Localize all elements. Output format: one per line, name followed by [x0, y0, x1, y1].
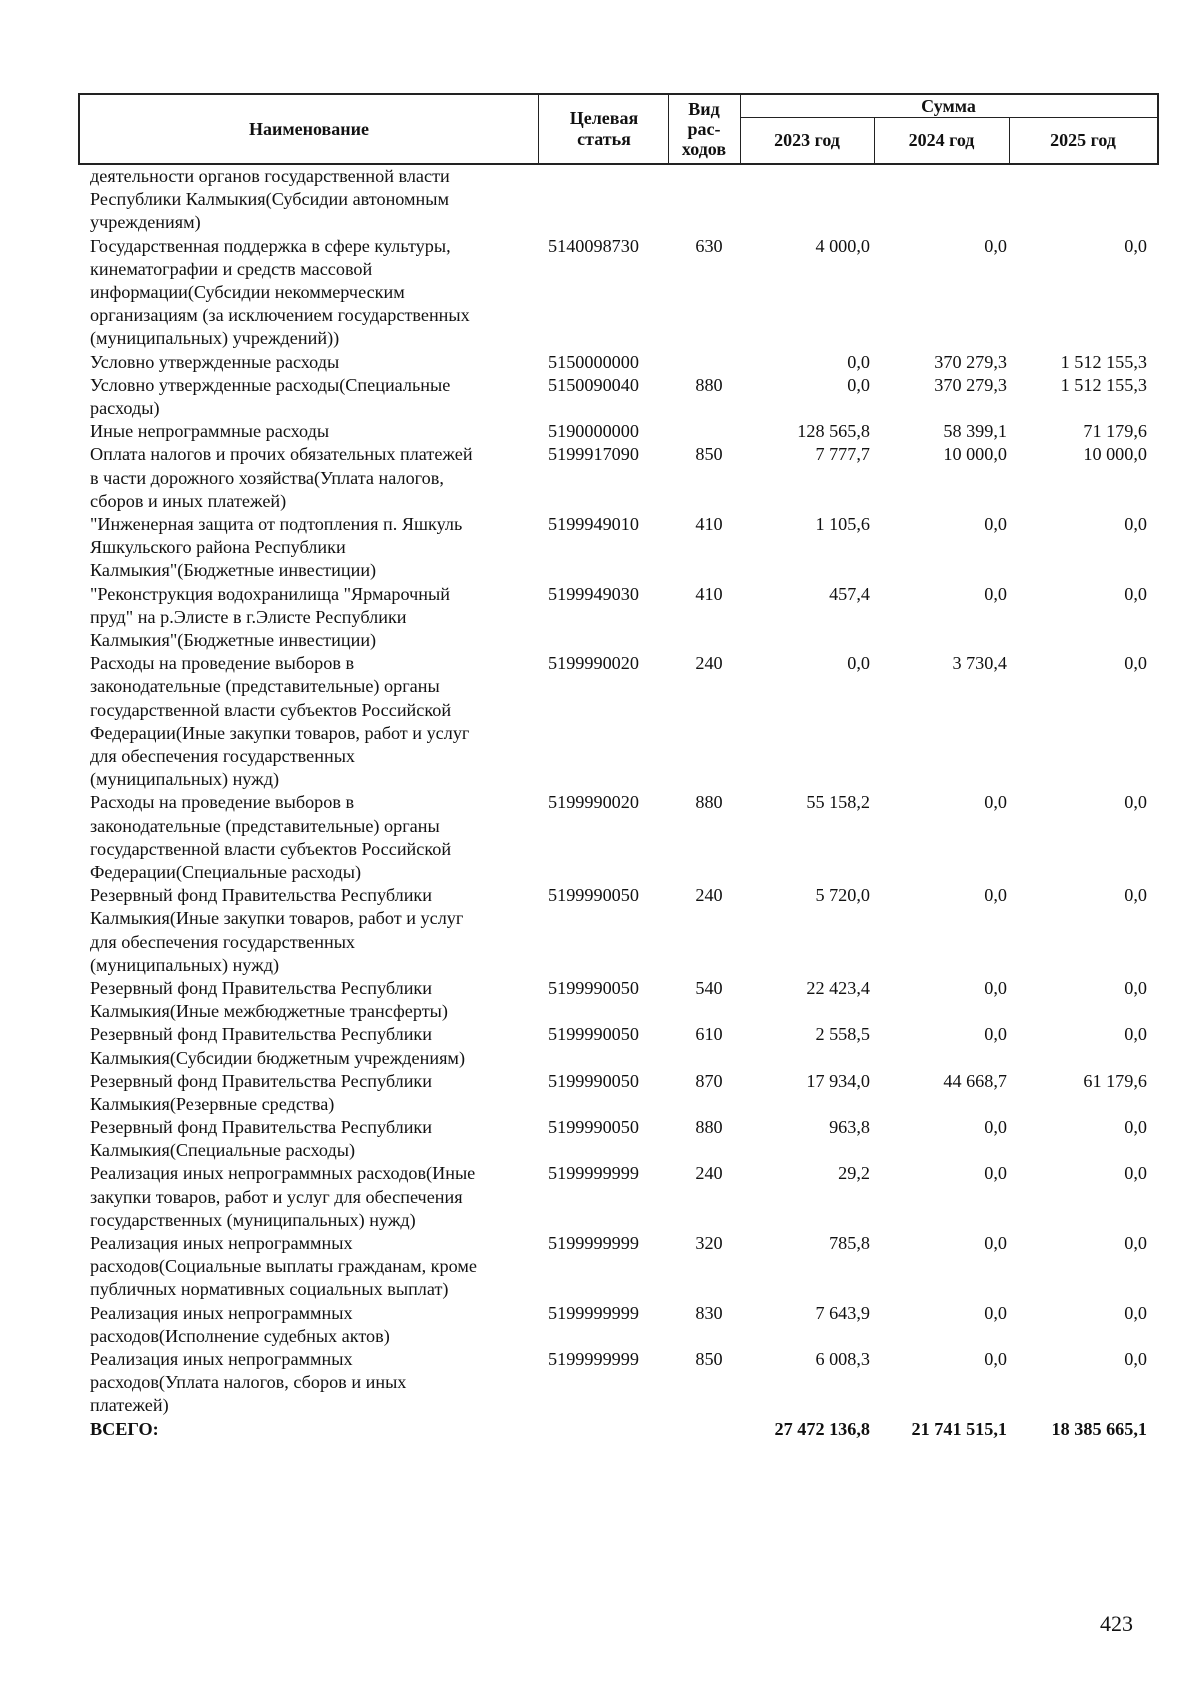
row-target-article: 5199999999	[548, 1233, 639, 1254]
table-row	[0, 1302, 1200, 1348]
row-amount-2023: 7 643,9	[815, 1302, 870, 1323]
row-amount-2023: 457,4	[829, 583, 870, 604]
row-amount-2024: 0,0	[984, 513, 1007, 534]
row-expense-type: 410	[695, 513, 723, 534]
row-amount-2023: 0,0	[847, 374, 870, 395]
table-row	[0, 1232, 1200, 1302]
row-expense-type: 240	[695, 885, 723, 906]
row-amount-2023: 0,0	[847, 351, 870, 372]
row-target-article: 5199990020	[548, 792, 639, 813]
header-name: Наименование	[249, 118, 369, 139]
header-year-2024: 2024 год	[908, 129, 975, 150]
row-amount-2025: 1 512 155,3	[1060, 351, 1147, 372]
row-amount-2025: 1 512 155,3	[1060, 374, 1147, 395]
table-row	[0, 884, 1200, 977]
row-amount-2023: 27 472 136,8	[774, 1418, 870, 1439]
total-row	[0, 1418, 1200, 1441]
row-expense-type: 880	[695, 792, 723, 813]
table-row	[0, 374, 1200, 420]
table-row	[0, 1116, 1200, 1162]
row-name: Реализация иных непрограммных расходов(Социальные выплаты гражданам, кроме публичных нормативных социальных выплат)	[90, 1233, 477, 1300]
row-target-article: 5199917090	[548, 444, 639, 465]
row-target-article: 5199990050	[548, 977, 639, 998]
row-amount-2023: 22 423,4	[806, 977, 870, 998]
row-amount-2023: 963,8	[829, 1117, 870, 1138]
row-amount-2023: 55 158,2	[806, 792, 870, 813]
row-expense-type: 870	[695, 1070, 723, 1091]
row-target-article: 5199949010	[548, 513, 639, 534]
row-amount-2025: 0,0	[1124, 1302, 1147, 1323]
row-name: Расходы на проведение выборов в законодательные (представительные) органы государственной власти субъектов Российской Федерации(Специальные расходы)	[90, 792, 452, 882]
row-amount-2024: 370 279,3	[934, 374, 1007, 395]
row-amount-2024: 58 399,1	[943, 421, 1007, 442]
row-expense-type: 850	[695, 1349, 723, 1370]
row-target-article: 5150090040	[548, 374, 639, 395]
row-expense-type: 240	[695, 1163, 723, 1184]
row-amount-2024: 0,0	[984, 583, 1007, 604]
row-expense-type: 320	[695, 1233, 723, 1254]
row-amount-2024: 370 279,3	[934, 351, 1007, 372]
row-amount-2025: 71 179,6	[1083, 421, 1147, 442]
table-row	[0, 1348, 1200, 1418]
row-target-article: 5140098730	[548, 235, 639, 256]
table-row	[0, 791, 1200, 884]
header-expense-type: Вид рас-ходов	[681, 99, 727, 159]
header-sum: Сумма	[921, 95, 976, 116]
row-amount-2025: 0,0	[1124, 513, 1147, 534]
table-row	[0, 443, 1200, 513]
row-amount-2023: 0,0	[847, 653, 870, 674]
table-row	[0, 235, 1200, 351]
row-name: деятельности органов государственной власти Республики Калмыкия(Субсидии автономным учреждениям)	[90, 166, 450, 233]
header-year-2025: 2025 год	[1050, 129, 1116, 150]
row-name: Реализация иных непрограммных расходов(Уплата налогов, сборов и иных платежей)	[90, 1349, 407, 1416]
table-body	[0, 165, 1200, 1441]
row-name: Государственная поддержка в сфере культуры, кинематографии и средств массовой информации(Субсидии некоммерческим организациям (за исключением государственных (муниципальных) учреждений))	[90, 235, 470, 349]
table-row	[0, 165, 1200, 235]
table-header	[78, 93, 1159, 165]
row-amount-2024: 0,0	[984, 235, 1007, 256]
table-row	[0, 351, 1200, 374]
row-amount-2025: 0,0	[1124, 1117, 1147, 1138]
row-amount-2023: 785,8	[829, 1233, 870, 1254]
table-row	[0, 583, 1200, 653]
row-target-article: 5199999999	[548, 1163, 639, 1184]
table-row	[0, 977, 1200, 1023]
row-expense-type: 610	[695, 1024, 723, 1045]
row-amount-2024: 44 668,7	[943, 1070, 1007, 1091]
row-amount-2024: 0,0	[984, 977, 1007, 998]
row-amount-2023: 4 000,0	[815, 235, 870, 256]
row-amount-2023: 1 105,6	[815, 513, 870, 534]
row-name: Резервный фонд Правительства Республики Калмыкия(Субсидии бюджетным учреждениям)	[90, 1024, 466, 1068]
row-target-article: 5199990020	[548, 653, 639, 674]
row-target-article: 5199999999	[548, 1349, 639, 1370]
row-name: ВСЕГО:	[90, 1418, 159, 1439]
row-name: "Инженерная защита от подтопления п. Яшкуль Яшкульского района Республики Калмыкия"(Бюджетные инвестиции)	[90, 513, 463, 581]
row-amount-2024: 0,0	[984, 1163, 1007, 1184]
table-row	[0, 420, 1200, 443]
row-name: Условно утвержденные расходы(Специальные расходы)	[90, 374, 451, 418]
row-amount-2025: 0,0	[1124, 1233, 1147, 1254]
row-amount-2024: 3 730,4	[952, 653, 1007, 674]
row-target-article: 5199990050	[548, 1070, 639, 1091]
row-amount-2024: 0,0	[984, 1302, 1007, 1323]
row-amount-2024: 0,0	[984, 885, 1007, 906]
header-year-2023: 2023 год	[774, 129, 840, 150]
row-amount-2025: 0,0	[1124, 653, 1147, 674]
table-row	[0, 513, 1200, 583]
row-target-article: 5190000000	[548, 421, 639, 442]
row-amount-2025: 0,0	[1124, 235, 1147, 256]
row-target-article: 5199990050	[548, 885, 639, 906]
row-amount-2024: 0,0	[984, 1117, 1007, 1138]
row-name: Иные непрограммные расходы	[90, 421, 330, 442]
table-row	[0, 1023, 1200, 1069]
header-target-article: Целевая статья	[569, 108, 639, 149]
row-amount-2024: 0,0	[984, 792, 1007, 813]
row-expense-type: 630	[695, 235, 723, 256]
row-target-article: 5199990050	[548, 1117, 639, 1138]
row-target-article: 5150000000	[548, 351, 639, 372]
row-target-article: 5199949030	[548, 583, 639, 604]
row-name: Резервный фонд Правительства Республики Калмыкия(Резервные средства)	[90, 1070, 432, 1114]
row-amount-2024: 0,0	[984, 1233, 1007, 1254]
table-row	[0, 652, 1200, 791]
row-expense-type: 880	[695, 374, 723, 395]
row-amount-2024: 0,0	[984, 1349, 1007, 1370]
page-number: 423	[1100, 1611, 1133, 1636]
row-amount-2025: 0,0	[1124, 583, 1147, 604]
row-amount-2023: 2 558,5	[815, 1024, 870, 1045]
row-target-article: 5199999999	[548, 1302, 639, 1323]
row-amount-2024: 10 000,0	[943, 444, 1007, 465]
row-amount-2023: 5 720,0	[815, 885, 870, 906]
row-name: Условно утвержденные расходы	[90, 351, 340, 372]
row-amount-2025: 10 000,0	[1083, 444, 1147, 465]
row-amount-2025: 0,0	[1124, 977, 1147, 998]
row-amount-2024: 0,0	[984, 1024, 1007, 1045]
row-amount-2023: 128 565,8	[797, 421, 870, 442]
row-amount-2025: 0,0	[1124, 885, 1147, 906]
row-name: Оплата налогов и прочих обязательных платежей в части дорожного хозяйства(Уплата налогов, сборов и иных платежей)	[90, 444, 473, 511]
table-row	[0, 1162, 1200, 1232]
row-expense-type: 540	[695, 977, 723, 998]
row-amount-2025: 18 385 665,1	[1051, 1418, 1147, 1439]
table-row	[0, 1070, 1200, 1116]
row-expense-type: 410	[695, 583, 723, 604]
row-amount-2025: 61 179,6	[1083, 1070, 1147, 1091]
row-amount-2023: 17 934,0	[806, 1070, 870, 1091]
row-amount-2025: 0,0	[1124, 792, 1147, 813]
row-expense-type: 240	[695, 653, 723, 674]
row-amount-2023: 7 777,7	[815, 444, 870, 465]
row-amount-2025: 0,0	[1124, 1349, 1147, 1370]
row-amount-2023: 29,2	[838, 1163, 870, 1184]
row-name: Резервный фонд Правительства Республики Калмыкия(Специальные расходы)	[90, 1117, 432, 1161]
row-amount-2025: 0,0	[1124, 1163, 1147, 1184]
row-amount-2024: 21 741 515,1	[911, 1418, 1007, 1439]
row-name: Реализация иных непрограммных расходов(Исполнение судебных актов)	[90, 1302, 390, 1346]
row-amount-2025: 0,0	[1124, 1024, 1147, 1045]
row-name: Резервный фонд Правительства Республики Калмыкия(Иные закупки товаров, работ и услуг для обеспечения государственных (муниципальных) нужд)	[90, 885, 464, 975]
row-name: "Реконструкция водохранилища "Ярмарочный пруд" на р.Элисте в г.Элисте Республики Калмыкия"(Бюджетные инвестиции)	[90, 583, 450, 650]
row-target-article: 5199990050	[548, 1024, 639, 1045]
row-expense-type: 830	[695, 1302, 723, 1323]
row-name: Расходы на проведение выборов в законодательные (представительные) органы государственной власти субъектов Российской Федерации(Иные закупки товаров, работ и услуг для обеспечения государственных (муниципальных) нужд)	[90, 653, 470, 790]
row-expense-type: 850	[695, 444, 723, 465]
row-expense-type: 880	[695, 1117, 723, 1138]
row-name: Реализация иных непрограммных расходов(Иные закупки товаров, работ и услуг для обеспечения государственных (муниципальных) нужд)	[90, 1163, 476, 1230]
row-amount-2023: 6 008,3	[815, 1349, 870, 1370]
row-name: Резервный фонд Правительства Республики Калмыкия(Иные межбюджетные трансферты)	[90, 977, 448, 1022]
